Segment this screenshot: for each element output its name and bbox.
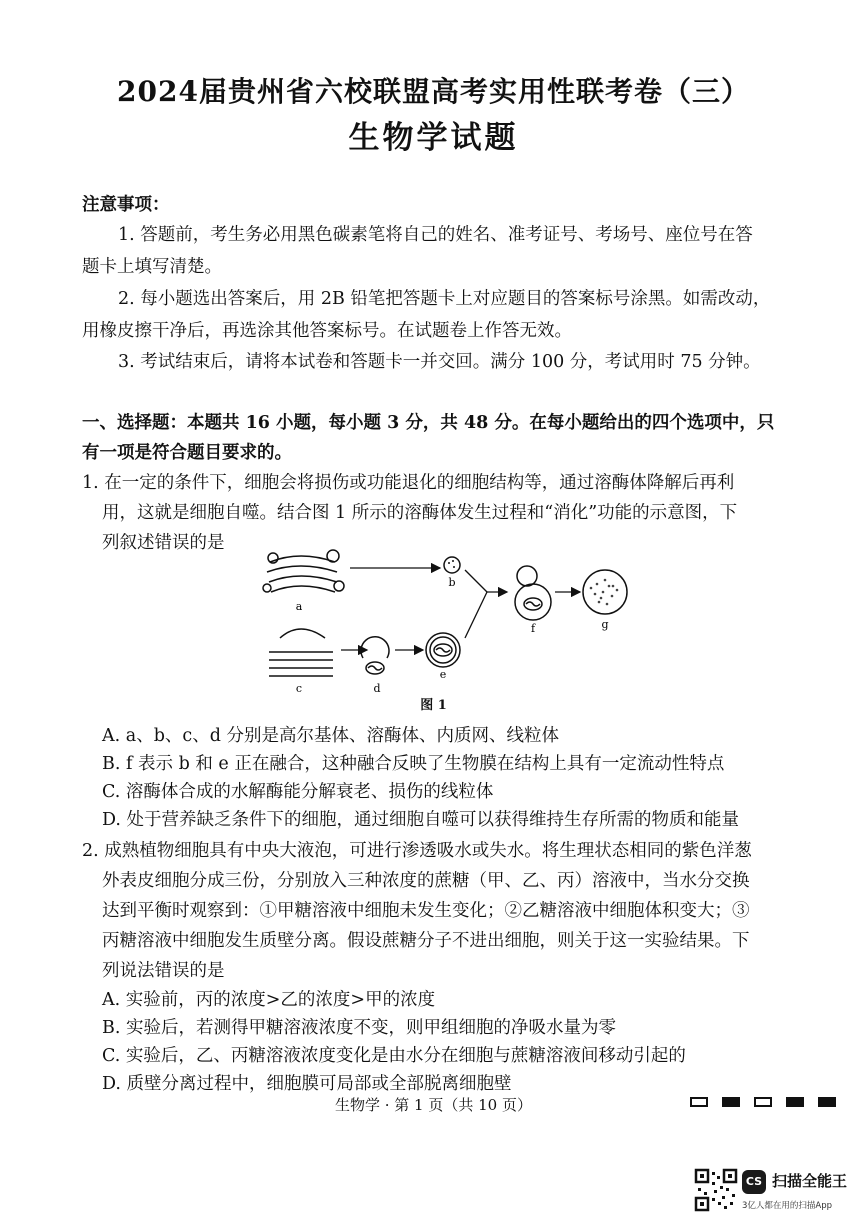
q1-stem-line3: 列叙述错误的是 (102, 533, 225, 553)
subject-title: 生物学试题 (348, 120, 519, 156)
qr-code-icon (694, 1168, 738, 1212)
mark-filled (722, 1097, 740, 1107)
q1-stem-line2: 用，这就是细胞自噬。结合图 1 所示的溶酶体发生过程和“消化”功能的示意图，下 (102, 503, 738, 523)
page-footer: 生物学 · 第 1 页（共 10 页） (334, 1096, 532, 1114)
q2-stem-line2: 外表皮细胞分成三份，分别放入三种浓度的蔗糖（甲、乙、丙）溶液中，当水分交换 (102, 871, 750, 891)
label-b: b (448, 576, 456, 589)
q1-stem-line1: 1. 在一定的条件下，细胞会将损伤或功能退化的细胞结构等，通过溶酶体降解后再利 (82, 473, 735, 493)
label-a: a (295, 600, 303, 613)
q2-option-c: C. 实验后，乙、丙糖溶液浓度变化是由水分在细胞与蔗糖溶液间移动引起的 (102, 1046, 686, 1066)
lysosome-b (444, 557, 460, 573)
label-c: c (295, 682, 303, 695)
exam-title: 2024届贵州省六校联盟高考实用性联考卷（三） (117, 75, 750, 108)
notice-item-3: 3. 考试结束后，请将本试卷和答题卡一并交回。满分 100 分，考试用时 75 分钟。 (118, 352, 761, 372)
mark-empty (754, 1097, 772, 1107)
endoplasmic-reticulum-c (269, 629, 333, 676)
q1-option-c: C. 溶酶体合成的水解酶能分解衰老、损伤的线粒体 (102, 782, 494, 802)
label-e: e (439, 668, 447, 681)
q2-stem-line3: 达到平衡时观察到：①甲糖溶液中细胞未发生变化；②乙糖溶液中细胞体积变大；③ (102, 901, 750, 921)
label-d: d (373, 682, 381, 695)
lysosome-diagram (255, 540, 635, 715)
figure-caption: 图 1 (420, 698, 447, 713)
notice-item-2a: 2. 每小题选出答案后，用 2B 铅笔把答题卡上对应题目的答案标号涂黑。如需改动， (118, 289, 771, 309)
q2-option-b: B. 实验后，若测得甲糖溶液浓度不变，则甲组细胞的净吸水量为零 (102, 1018, 616, 1038)
camscanner-logo-icon: CS (742, 1170, 766, 1194)
label-f: f (530, 622, 536, 635)
q1-option-a: A. a、b、c、d 分别是高尔基体、溶酶体、内质网、线粒体 (102, 726, 559, 746)
notice-item-1a: 1. 答题前，考生务必用黑色碳素笔将自己的姓名、准考证号、考场号、座位号在答 (118, 225, 753, 245)
q2-stem-line1: 2. 成熟植物细胞具有中央大液泡，可进行渗透吸水或失水。将生理状态相同的紫色洋葱 (82, 841, 752, 861)
camscanner-tagline: 3亿人都在用的扫描App (742, 1201, 833, 1211)
mark-empty (690, 1097, 708, 1107)
mark-filled (818, 1097, 836, 1107)
section-heading-line2: 有一项是符合题目要求的。 (82, 443, 292, 463)
fusion-f (515, 566, 551, 620)
notice-heading: 注意事项： (82, 195, 170, 215)
q2-stem-line4: 丙糖溶液中细胞发生质壁分离。假设蔗糖分子不进出细胞，则关于这一实验结果。下 (102, 931, 750, 951)
q2-stem-line5: 列说法错误的是 (102, 961, 225, 981)
notice-item-1b: 题卡上填写清楚。 (82, 257, 222, 277)
q1-option-b: B. f 表示 b 和 e 正在融合，这种融合反映了生物膜在结构上具有一定流动性特点 (102, 754, 725, 774)
q1-option-d: D. 处于营养缺乏条件下的细胞，通过细胞自噬可以获得维持生存所需的物质和能量 (102, 810, 740, 830)
section-heading-line1: 一、选择题：本题共 16 小题，每小题 3 分，共 48 分。在每小题给出的四个选项中，只 (82, 413, 775, 433)
mark-filled (786, 1097, 804, 1107)
q2-option-a: A. 实验前，丙的浓度>乙的浓度>甲的浓度 (102, 990, 436, 1010)
scan-marks (690, 1097, 836, 1107)
autophagosome-e (426, 633, 460, 667)
camscanner-name: 扫描全能王 (772, 1172, 848, 1190)
residual-body-g (583, 570, 627, 614)
q2-option-d: D. 质壁分离过程中，细胞膜可局部或全部脱离细胞壁 (102, 1074, 512, 1094)
mitochondrion-d (361, 637, 389, 674)
label-g: g (601, 618, 609, 631)
golgi-apparatus-a (263, 550, 344, 592)
notice-item-2b: 用橡皮擦干净后，再选涂其他答案标号。在试题卷上作答无效。 (82, 321, 572, 341)
